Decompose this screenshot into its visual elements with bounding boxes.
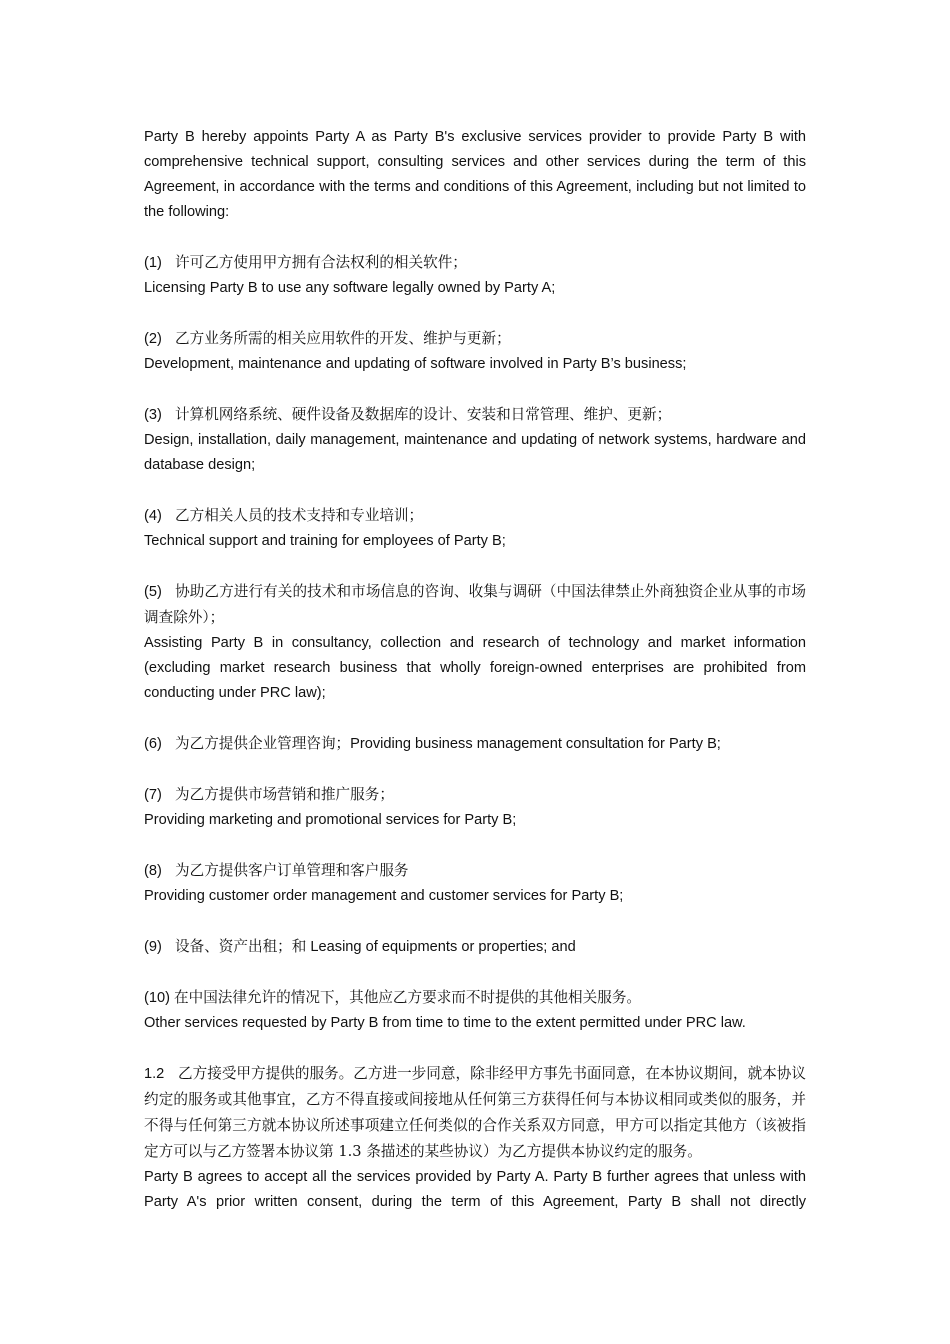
item-number: (3): [144, 407, 162, 423]
item-chinese-text: 乙方业务所需的相关应用软件的开发、维护与更新；: [175, 330, 511, 347]
list-item: [144, 985, 806, 1036]
item-english-text: Assisting Party B in consultancy, collection and research of technology and market information (excluding market research business that wholly foreign-owned enterprises are prohibited from conducting under PRC law);: [144, 635, 806, 701]
item-english-text: Providing marketing and promotional services for Party B;: [144, 812, 517, 828]
item-chinese-text: 为乙方提供客户订单管理和客户服务: [175, 862, 409, 879]
item-english-text: Providing customer order management and customer services for Party B;: [144, 888, 624, 904]
list-item: [144, 782, 806, 833]
item-number: (10): [144, 990, 170, 1006]
clause-chinese-text: 乙方接受甲方提供的服务。乙方进一步同意，除非经甲方事先书面同意，在本协议期间，就本协议约定的服务或其他事宜，乙方不得直接或间接地从任何第三方获得任何与本协议相同或类似的服务，并不得与任何第三方就本协议所述事项建立任何类似的合作关系双方同意，甲方可以指定其他方（该被指定方可以与乙方签署本协议第 1.3 条描述的某些协议）为乙方提供本协议约定的服务。: [144, 1065, 806, 1160]
item-chinese-text: 设备、资产出租；和: [175, 938, 307, 955]
document-body: [144, 125, 806, 1215]
list-item: [144, 402, 806, 478]
item-number: (6): [144, 736, 162, 752]
item-number: (1): [144, 255, 162, 271]
item-chinese-text: 为乙方提供企业管理咨询；: [175, 735, 351, 752]
intro-paragraph: Party B hereby appoints Party A as Party B's exclusive services provider to provide Party B with comprehensive technical support, consulting services and other services during the term of this Agreement, in accordance with the terms and conditions of this Agreement, including but not limited to the following:: [144, 129, 806, 220]
item-english-text: Providing business management consultation for Party B;: [350, 736, 721, 752]
item-english-text: Leasing of equipments or properties; and: [310, 939, 576, 955]
item-number: (5): [144, 584, 162, 600]
item-english-text: Design, installation, daily management, maintenance and updating of network systems, hardware and database design;: [144, 432, 806, 473]
list-item: [144, 934, 806, 960]
list-item: [144, 503, 806, 554]
item-chinese-text: 许可乙方使用甲方拥有合法权利的相关软件；: [175, 254, 467, 271]
item-number: (7): [144, 787, 162, 803]
list-item: [144, 250, 806, 301]
clause-number: 1.2: [144, 1066, 165, 1082]
item-number: (8): [144, 863, 162, 879]
item-chinese-text: 在中国法律允许的情况下，其他应乙方要求而不时提供的其他相关服务。: [174, 989, 642, 1006]
item-chinese-text: 为乙方提供市场营销和推广服务；: [175, 786, 394, 803]
list-item: [144, 579, 806, 706]
item-english-text: Other services requested by Party B from time to time to the extent permitted under PRC law.: [144, 1015, 746, 1031]
item-chinese-text: 乙方相关人员的技术支持和专业培训；: [175, 507, 424, 524]
item-english-text: Development, maintenance and updating of software involved in Party B’s business;: [144, 356, 687, 372]
item-number: (4): [144, 508, 162, 524]
item-number: (2): [144, 331, 162, 347]
item-chinese-text: 协助乙方进行有关的技术和市场信息的咨询、收集与调研（中国法律禁止外商独资企业从事的市场调查除外）；: [144, 583, 806, 626]
clause-english-text: Party B agrees to accept all the services provided by Party A. Party B further agrees that unless with Party A's prior written consent, during the term of this Agreement, Party B shall not directly: [144, 1169, 806, 1210]
list-item: [144, 731, 806, 757]
list-item: [144, 326, 806, 377]
list-item: [144, 858, 806, 909]
item-english-text: Licensing Party B to use any software legally owned by Party A;: [144, 280, 556, 296]
item-english-text: Technical support and training for employees of Party B;: [144, 533, 506, 549]
clause-1-2: [144, 1061, 806, 1215]
item-number: (9): [144, 939, 162, 955]
item-chinese-text: 计算机网络系统、硬件设备及数据库的设计、安装和日常管理、维护、更新；: [175, 406, 672, 423]
